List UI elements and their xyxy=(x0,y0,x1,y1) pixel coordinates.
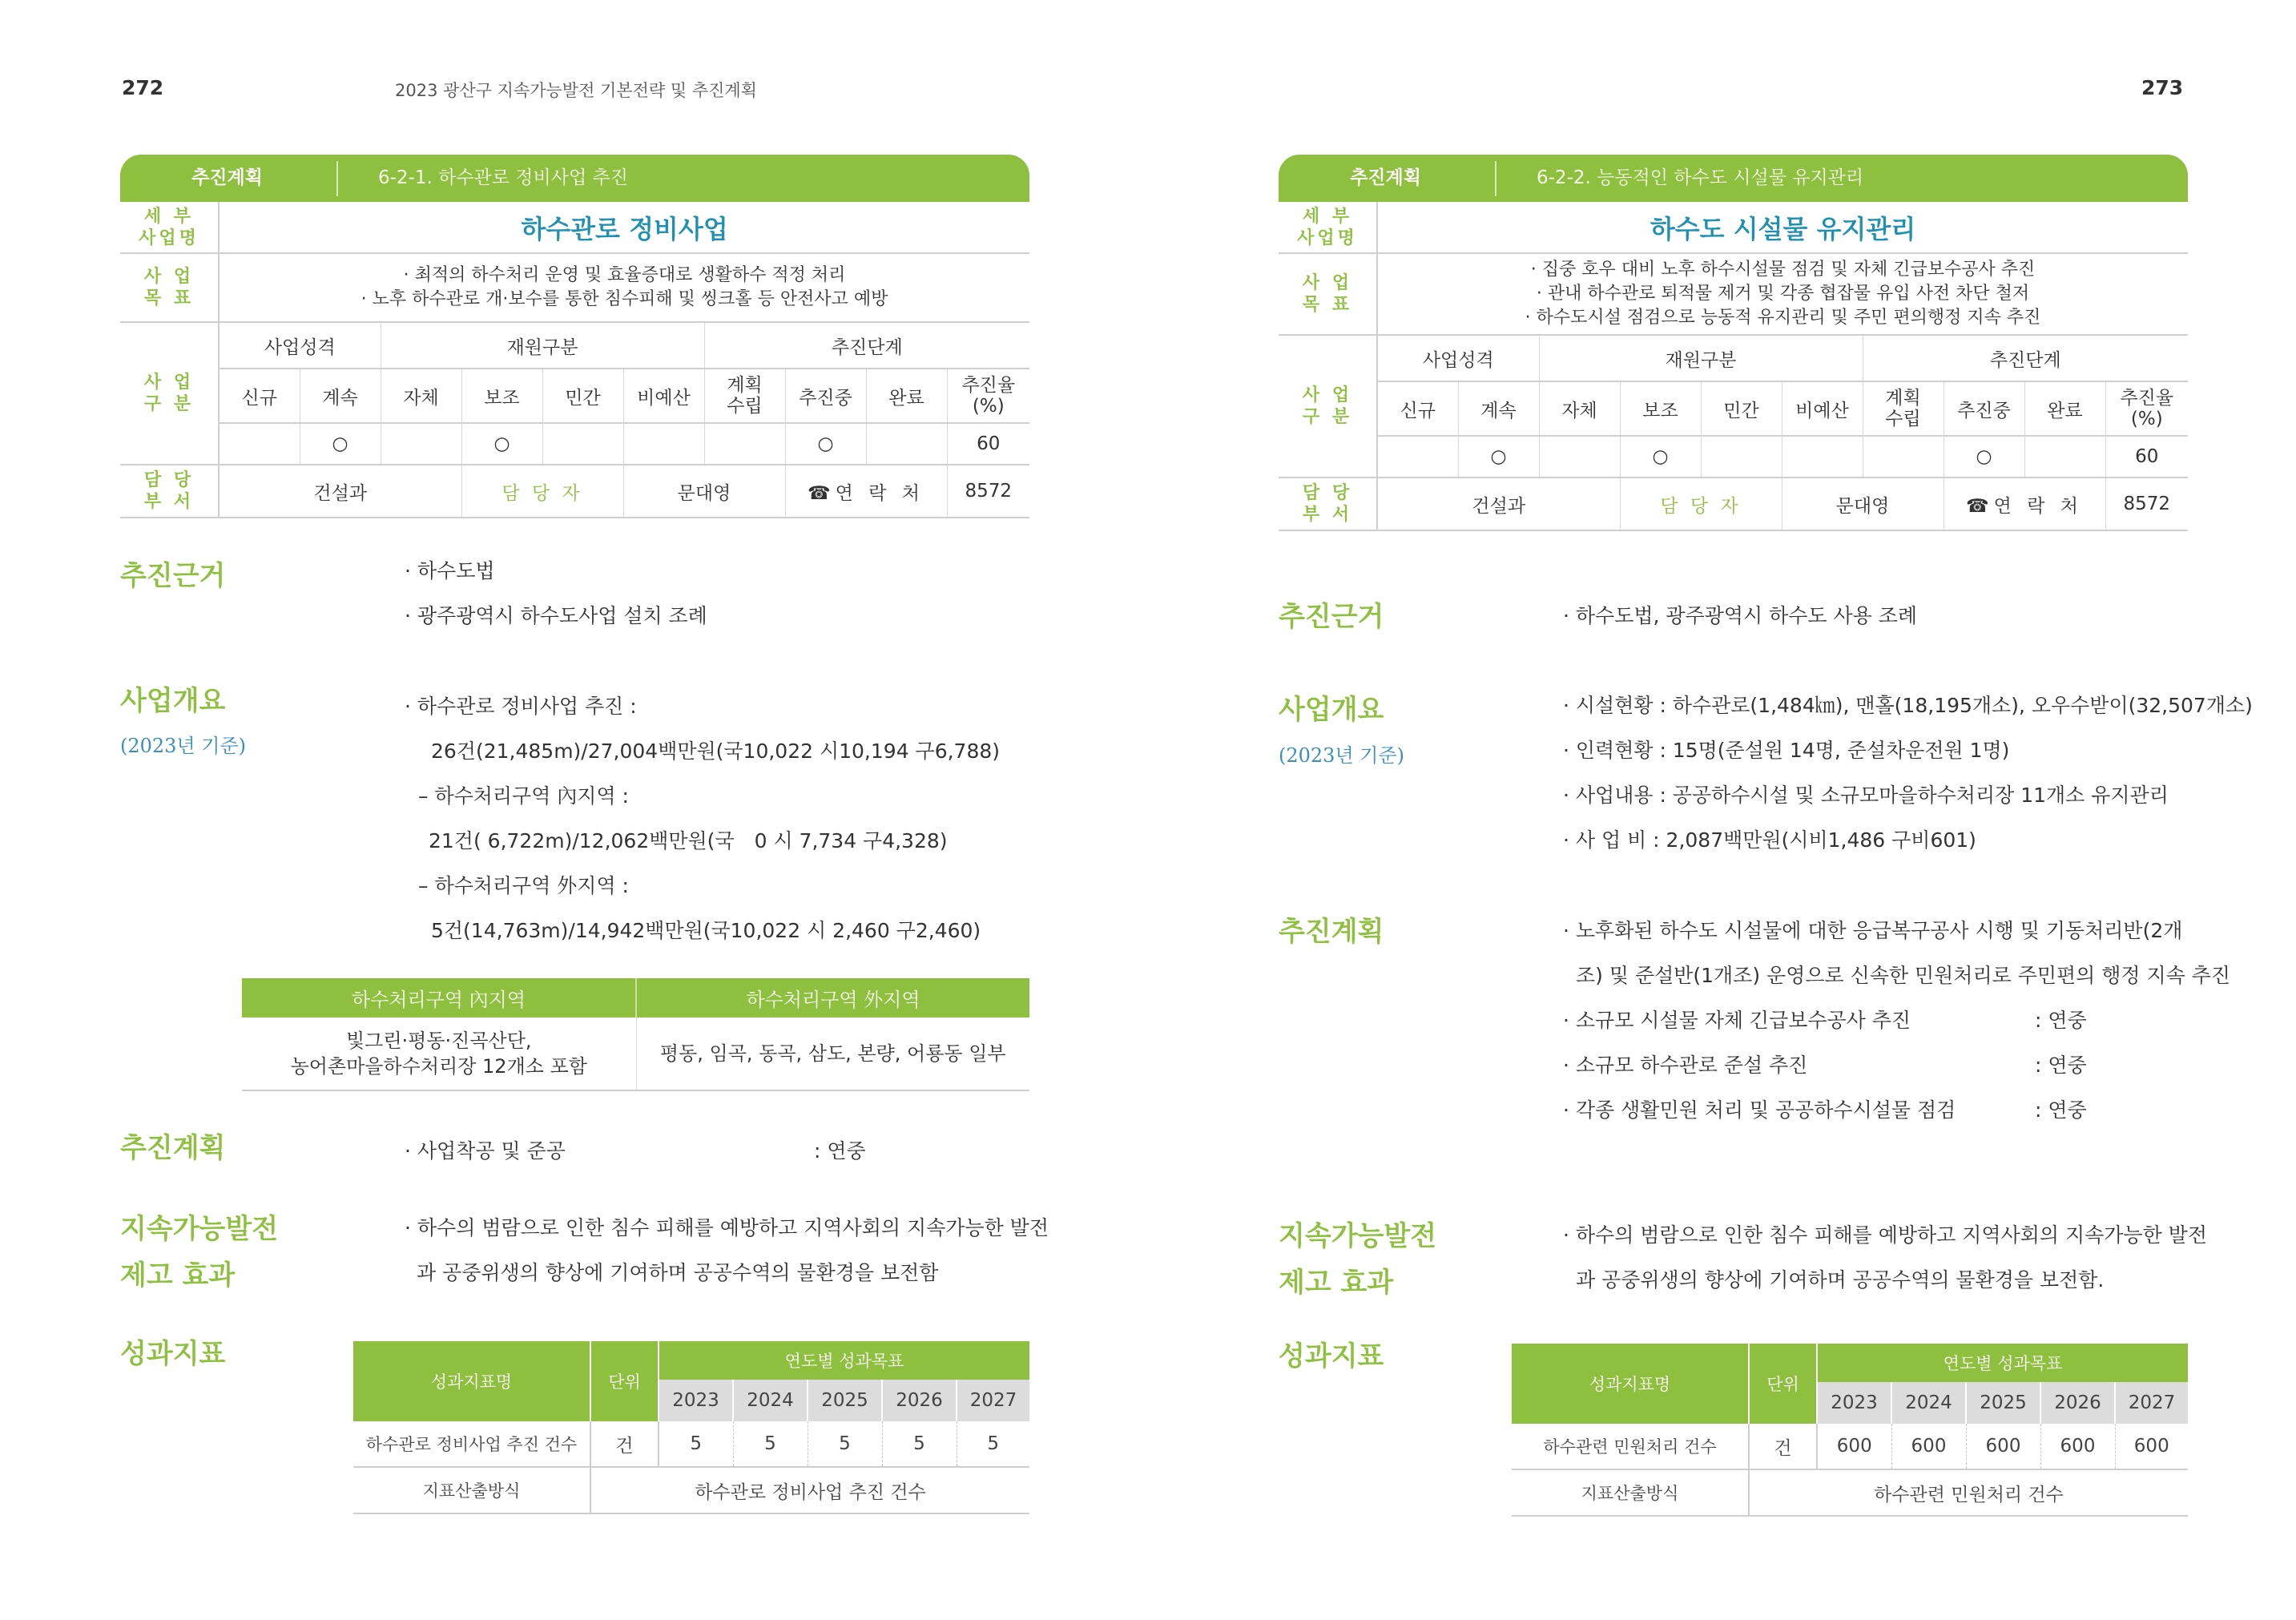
section-basis: 추진근거 xyxy=(120,560,226,592)
label-business-goal: 사 업 목 표 xyxy=(120,253,219,322)
page-number-left: 272 xyxy=(122,76,164,99)
section-kpi: 성과지표 xyxy=(1279,1340,1384,1372)
overview-line: 5건(14,763m)/14,942백만원(국10,022 시 2,460 구2,460) xyxy=(431,919,981,942)
page-number-right: 273 xyxy=(2141,76,2184,99)
kpi-method-label: 지표산출방식 xyxy=(353,1467,590,1513)
group-business-type: 사업성격 xyxy=(219,322,381,369)
kpi-value: 5 xyxy=(882,1421,957,1467)
kpi-name-header: 성과지표명 xyxy=(353,1341,590,1421)
plan-period: : 연중 xyxy=(2035,1009,2087,1032)
business-name: 하수관로 정비사업 xyxy=(219,202,1029,253)
basis-line: · 광주광역시 하수도사업 설치 조례 xyxy=(405,604,707,627)
label-department: 담 당 부 서 xyxy=(120,465,219,518)
area-outside: 평동, 임곡, 동곡, 삼도, 본량, 어룡동 일부 xyxy=(636,1018,1029,1090)
cell-completed xyxy=(866,423,947,465)
kpi-value: 600 xyxy=(2115,1424,2188,1469)
col-private: 민간 xyxy=(542,369,623,423)
plan-item: · 소규모 하수관로 준설 추진 xyxy=(1563,1054,1808,1077)
group-business-type: 사업성격 xyxy=(1377,335,1539,381)
manager-label: 담 당 자 xyxy=(1620,478,1782,530)
cell-continuing-mark: ○ xyxy=(300,423,381,465)
kpi-value: 600 xyxy=(1817,1424,1891,1469)
basis-line: · 하수도법, 광주광역시 하수도 사용 조례 xyxy=(1563,604,1918,627)
col-in-progress: 추진중 xyxy=(1944,381,2024,436)
plan-item: · 소규모 시설물 자체 긴급보수공사 추진 xyxy=(1563,1009,1911,1032)
cell-private xyxy=(1701,436,1782,478)
effect-line: · 하수의 범람으로 인한 침수 피해를 예방하고 지역사회의 지속가능한 발전 xyxy=(1563,1223,2207,1247)
section-effect: 지속가능발전 제고 효과 xyxy=(1279,1220,1437,1299)
phone-number: 8572 xyxy=(947,465,1029,518)
kpi-year-header: 연도별 성과목표 xyxy=(659,1341,1029,1380)
cell-non-budget xyxy=(1782,436,1863,478)
plan-period: : 연중 xyxy=(2035,1054,2087,1077)
section-overview: 사업개요 xyxy=(1279,694,1384,726)
kpi-method: 하수관련 민원처리 건수 xyxy=(1749,1469,2188,1516)
col-non-budget: 비예산 xyxy=(623,369,704,423)
kpi-value: 5 xyxy=(733,1421,808,1467)
overview-line: · 하수관로 정비사업 추진 : xyxy=(405,695,637,718)
cell-planning xyxy=(1863,436,1944,478)
kpi-name-header: 성과지표명 xyxy=(1512,1344,1749,1424)
group-funding: 재원구분 xyxy=(381,322,704,369)
plan-tag: 추진계획 xyxy=(1350,167,1421,188)
kpi-unit: 건 xyxy=(590,1421,659,1467)
kpi-method-label: 지표산출방식 xyxy=(1512,1469,1749,1516)
plan-line: 조) 및 준설반(1개조) 운영으로 신속한 민원처리로 주민편의 행정 지속 추진 xyxy=(1576,964,2231,987)
col-subsidy: 보조 xyxy=(1620,381,1701,436)
business-goals: · 집중 호우 대비 노후 하수시설물 점검 및 자체 긴급보수공사 추진 · 관내 하수관로 퇴적물 제거 및 각종 협잡물 유입 사전 차단 철저 · 하수도시설 점검으로 능동적 유지관리 및 주민 편의행정 지속 추진 xyxy=(1377,253,2188,335)
cell-progress-rate: 60 xyxy=(947,423,1029,465)
kpi-value: 5 xyxy=(957,1421,1029,1467)
overview-line: – 하수처리구역 內지역 : xyxy=(418,784,629,808)
label-business-goal: 사 업 목 표 xyxy=(1279,253,1377,335)
cell-subsidy-mark: ○ xyxy=(461,423,542,465)
kpi-year-header: 연도별 성과목표 xyxy=(1817,1344,2188,1382)
kpi-year: 2025 xyxy=(1966,1382,2040,1424)
kpi-value: 600 xyxy=(1966,1424,2040,1469)
area-header-outside: 하수처리구역 外지역 xyxy=(636,978,1029,1018)
kpi-value: 600 xyxy=(2040,1424,2115,1469)
group-stage: 추진단계 xyxy=(1863,335,2188,381)
plan-period: : 연중 xyxy=(2035,1098,2087,1122)
cell-continuing-mark: ○ xyxy=(1458,436,1539,478)
header-separator xyxy=(336,161,338,196)
basis-line: · 하수도법 xyxy=(405,559,495,582)
section-overview: 사업개요 xyxy=(120,685,226,717)
cell-progress-rate: 60 xyxy=(2105,436,2188,478)
overview-line: 21건( 6,722m)/12,062백만원(국 0 시 7,734 구4,328) xyxy=(429,829,948,852)
col-progress-rate: 추진율 (%) xyxy=(2105,381,2188,436)
cell-non-budget xyxy=(623,423,704,465)
plan-tag: 추진계획 xyxy=(191,167,263,188)
cell-new xyxy=(1377,436,1458,478)
label-business-class: 사 업 구 분 xyxy=(120,322,219,465)
cell-in-progress-mark: ○ xyxy=(1944,436,2024,478)
overview-line: – 하수처리구역 外지역 : xyxy=(418,874,629,897)
kpi-name: 하수관련 민원처리 건수 xyxy=(1512,1424,1749,1469)
business-info-table xyxy=(120,202,1029,518)
plan-period: : 연중 xyxy=(814,1139,866,1163)
kpi-table xyxy=(353,1341,1029,1514)
cell-private xyxy=(542,423,623,465)
col-planning: 계획 수립 xyxy=(704,369,785,423)
area-header-inside: 하수처리구역 內지역 xyxy=(242,978,636,1018)
cell-self xyxy=(381,423,461,465)
section-plan: 추진계획 xyxy=(120,1132,226,1164)
label-business-class: 사 업 구 분 xyxy=(1279,335,1377,478)
col-self-funded: 자체 xyxy=(381,369,461,423)
col-progress-rate: 추진율 (%) xyxy=(947,369,1029,423)
department: 건설과 xyxy=(219,465,461,518)
manager-label: 담 당 자 xyxy=(461,465,623,518)
section-basis: 추진근거 xyxy=(1279,601,1384,633)
overview-line: 26건(21,485m)/27,004백만원(국10,022 시10,194 구6,788) xyxy=(431,739,1001,763)
col-private: 민간 xyxy=(1701,381,1782,436)
plan-header-bar xyxy=(120,155,1029,202)
manager-name: 문대영 xyxy=(623,465,785,518)
kpi-year: 2024 xyxy=(1891,1382,1966,1424)
col-completed: 완료 xyxy=(866,369,947,423)
cell-in-progress-mark: ○ xyxy=(785,423,866,465)
plan-subtitle: 6-2-2. 능동적인 하수도 시설물 유지관리 xyxy=(1537,167,1864,188)
plan-header-bar xyxy=(1279,155,2188,202)
col-planning: 계획 수립 xyxy=(1863,381,1944,436)
label-business-name: 세 부 사업명 xyxy=(120,202,219,253)
col-self-funded: 자체 xyxy=(1539,381,1620,436)
kpi-table xyxy=(1512,1344,2188,1517)
document-running-title: 2023 광산구 지속가능발전 기본전략 및 추진계획 xyxy=(395,81,757,100)
col-in-progress: 추진중 xyxy=(785,369,866,423)
overview-line: · 시설현황 : 하수관로(1,484㎞), 맨홀(18,195개소), 오우수받이(32,507개소) xyxy=(1563,694,2253,717)
business-name: 하수도 시설물 유지관리 xyxy=(1377,202,2188,253)
kpi-value: 5 xyxy=(659,1421,733,1467)
label-business-name: 세 부 사업명 xyxy=(1279,202,1377,253)
effect-line: 과 공중위생의 향상에 기여하며 공공수역의 물환경을 보전함 xyxy=(417,1261,939,1284)
kpi-unit: 건 xyxy=(1749,1424,1817,1469)
group-stage: 추진단계 xyxy=(704,322,1029,369)
overview-line: · 인력현황 : 15명(준설원 14명, 준설차운전원 1명) xyxy=(1563,739,2010,762)
cell-new xyxy=(219,423,300,465)
cell-subsidy-mark: ○ xyxy=(1620,436,1701,478)
col-continuing: 계속 xyxy=(300,369,381,423)
area-inside: 빛그린·평동·진곡산단, 농어촌마을하수처리장 12개소 포함 xyxy=(242,1018,636,1090)
kpi-value: 5 xyxy=(808,1421,882,1467)
kpi-year: 2026 xyxy=(2040,1382,2115,1424)
header-separator xyxy=(1495,161,1496,196)
label-department: 담 당 부 서 xyxy=(1279,478,1377,530)
section-effect: 지속가능발전 제고 효과 xyxy=(120,1213,279,1292)
effect-line: · 하수의 범람으로 인한 침수 피해를 예방하고 지역사회의 지속가능한 발전 xyxy=(405,1216,1049,1239)
kpi-year: 2023 xyxy=(659,1380,733,1421)
section-kpi: 성과지표 xyxy=(120,1338,226,1370)
plan-line: · 노후화된 하수도 시설물에 대한 응급복구공사 시행 및 기동처리반(2개 xyxy=(1563,919,2183,942)
effect-line: 과 공중위생의 향상에 기여하며 공공수역의 물환경을 보전함. xyxy=(1576,1268,2105,1292)
department: 건설과 xyxy=(1377,478,1620,530)
group-funding: 재원구분 xyxy=(1539,335,1863,381)
col-subsidy: 보조 xyxy=(461,369,542,423)
phone-label: ☎연 락 처 xyxy=(1944,478,2105,530)
overview-line: · 사업내용 : 공공하수시설 및 소규모마을하수처리장 11개소 유지관리 xyxy=(1563,784,2169,807)
plan-item: · 사업착공 및 준공 xyxy=(405,1139,566,1163)
kpi-year: 2027 xyxy=(2115,1382,2188,1424)
kpi-unit-header: 단위 xyxy=(590,1341,659,1421)
kpi-year: 2025 xyxy=(808,1380,882,1421)
kpi-method: 하수관로 정비사업 추진 건수 xyxy=(590,1467,1029,1513)
kpi-unit-header: 단위 xyxy=(1749,1344,1817,1424)
kpi-year: 2027 xyxy=(957,1380,1029,1421)
phone-label: ☎연 락 처 xyxy=(785,465,947,518)
plan-item: · 각종 생활민원 처리 및 공공하수시설물 점검 xyxy=(1563,1098,1956,1122)
col-new: 신규 xyxy=(219,369,300,423)
kpi-year: 2026 xyxy=(882,1380,957,1421)
cell-planning xyxy=(704,423,785,465)
kpi-name: 하수관로 정비사업 추진 건수 xyxy=(353,1421,590,1467)
business-info-table xyxy=(1279,202,2188,531)
section-overview-sub: (2023년 기준) xyxy=(120,735,246,757)
kpi-year: 2024 xyxy=(733,1380,808,1421)
kpi-value: 600 xyxy=(1891,1424,1966,1469)
section-overview-sub: (2023년 기준) xyxy=(1279,744,1404,767)
cell-self xyxy=(1539,436,1620,478)
cell-completed xyxy=(2024,436,2105,478)
phone-number: 8572 xyxy=(2105,478,2188,530)
col-completed: 완료 xyxy=(2024,381,2105,436)
col-non-budget: 비예산 xyxy=(1782,381,1863,436)
section-plan: 추진계획 xyxy=(1279,916,1384,948)
col-new: 신규 xyxy=(1377,381,1458,436)
plan-subtitle: 6-2-1. 하수관로 정비사업 추진 xyxy=(378,167,628,188)
business-goals: · 최적의 하수처리 운영 및 효율증대로 생활하수 적정 처리 · 노후 하수관로 개·보수를 통한 침수피해 및 씽크홀 등 안전사고 예방 xyxy=(219,253,1029,322)
kpi-year: 2023 xyxy=(1817,1382,1891,1424)
service-area-table xyxy=(242,978,1029,1091)
manager-name: 문대영 xyxy=(1782,478,1944,530)
col-continuing: 계속 xyxy=(1458,381,1539,436)
overview-line: · 사 업 비 : 2,087백만원(시비1,486 구비601) xyxy=(1563,828,1976,852)
